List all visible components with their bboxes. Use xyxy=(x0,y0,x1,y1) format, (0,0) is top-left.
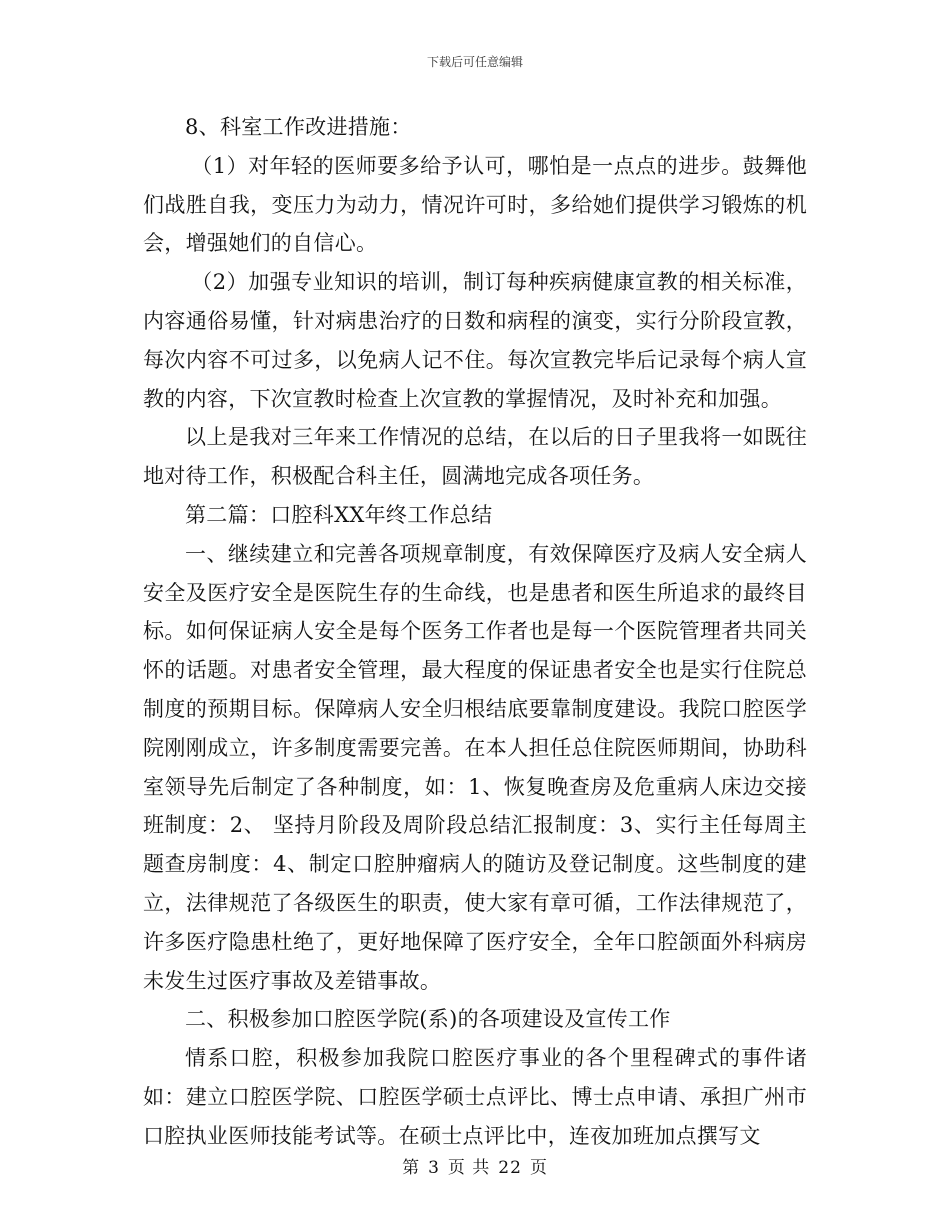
article-title-second: 第二篇：口腔科XX年终工作总结 xyxy=(185,502,493,527)
section-heading-improvement-measures: 8、科室工作改进措施： xyxy=(185,115,412,139)
paragraph-section-one: 一、继续建立和完善各项规章制度，有效保障医疗及病人安全病人安全及医疗安全是医院生存的生命线，也是患者和医生所追求的最终目标。如何保证病人安全是每个医务工作者也是每一个医院管理者共同关怀的话题。对患者安全管理，最大程度的保证患者安全也是实行住院总制度的预期目标。保障病人安全归根结底要靠制度建设。我院口腔医学院刚刚成立，许多制度需要完善。在本人担任总住院医师期间，协助科室领导先后制定了各种制度，如：1、恢复晚查房及危重病人床边交接班制度：2、 坚持月阶段及周阶段总结汇报制度：3、实行主任每周主题查房制度：4、制定口腔肿瘤病人的随访及登记制度。这些制度的建立，法律规范了各级医生的职责，使大家有章可循，工作法律规范了，许多医疗隐患杜绝了，更好地保障了医疗安全，全年口腔颌面外科病房未发生过医疗事故及差错事故。 xyxy=(143,541,807,993)
paragraph-section-two: 情系口腔，积极参加我院口腔医疗事业的各个里程碑式的事件诸如：建立口腔医学院、口腔医学硕士点评比、博士点申请、承担广州市口腔执业医师技能考试等。在硕士点评比中，连夜加班加点撰写文 xyxy=(143,1046,807,1148)
paragraph-item-2: （2）加强专业知识的培训，制订每种疾病健康宣教的相关标准，内容通俗易懂，针对病患治疗的日数和病程的演变，实行分阶段宣教，每次内容不可过多，以免病人记不住。每次宣教完毕后记录每个病人宣教的内容，下次宣教时检查上次宣教的掌握情况，及时补充和加强。 xyxy=(143,270,807,411)
page-footer xyxy=(0,1153,950,1178)
paragraph-summary: 以上是我对三年来工作情况的总结，在以后的日子里我将一如既往地对待工作，积极配合科主任，圆满地完成各项任务。 xyxy=(143,425,807,489)
document-body xyxy=(143,108,807,1156)
footer-middle: 页 共 xyxy=(447,1158,491,1178)
paragraph-item-1: （1）对年轻的医师要多给予认可，哪怕是一点点的进步。鼓舞他们战胜自我，变压力为动力，情况许可时，多给她们提供学习锻炼的机会，增强她们的自信心。 xyxy=(143,153,807,256)
footer-suffix: 页 xyxy=(529,1158,548,1178)
section-heading-two: 二、积极参加口腔医学院(系)的各项建设及宣传工作 xyxy=(185,1007,671,1032)
header-note: 下载后可任意编辑 xyxy=(426,55,523,69)
current-page-number: 3 xyxy=(428,1158,440,1178)
footer-prefix: 第 xyxy=(402,1158,421,1178)
total-pages-number: 22 xyxy=(498,1158,522,1178)
